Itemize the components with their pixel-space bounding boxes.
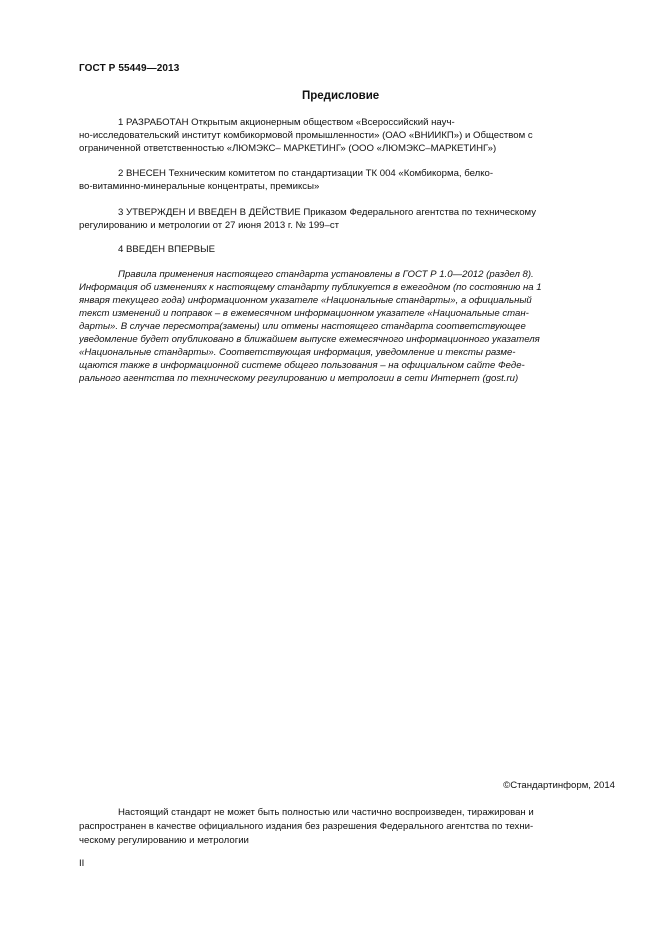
rules-notice-line-7: «Национальные стандарты». Соответствующая информация, уведомление и тексты разме- <box>79 347 516 358</box>
foreword-item-1-line-3: ограниченной ответственностью «ЛЮМЭКС– МАРКЕТИНГ» (ООО «ЛЮМЭКС–МАРКЕТИНГ») <box>79 143 497 154</box>
foreword-item-2 <box>79 167 615 193</box>
reproduction-notice-line-2: распространен в качестве официального издания без разрешения Федерального агентства по техни- <box>79 821 534 832</box>
foreword-item-2-line-2: во-витаминно-минеральные концентраты, премиксы» <box>79 181 320 192</box>
rules-notice-line-1: Правила применения настоящего стандарта установлены в ГОСТ Р 1.0—2012 (раздел 8). <box>118 269 534 280</box>
reproduction-notice-line-3: ческому регулированию и метрологии <box>79 835 249 846</box>
rules-notice-line-2: Информация об изменениях к настоящему стандарту публикуется в ежегодном (по состоянию на 1 <box>79 282 542 293</box>
rules-notice-line-3: января текущего года) информационном указателе «Национальные стандарты», а официальный <box>79 295 532 306</box>
rules-notice-line-6: уведомление будет опубликовано в ближайшем выпуске ежемесячного информационного указателя <box>79 334 540 345</box>
rules-notice-line-4: текст изменений и поправок – в ежемесячном информационном указателе «Национальные стан- <box>79 308 529 319</box>
rules-notice-line-5: дарты». В случае пересмотра(замены) или отмены настоящего стандарта соответствующее <box>79 321 526 332</box>
page-title: Предисловие <box>302 90 380 102</box>
reproduction-notice-line-1: Настоящий стандарт не может быть полностью или частично воспроизведен, тиражирован и <box>118 807 534 818</box>
foreword-item-2-line-1: 2 ВНЕСЕН Техническим комитетом по стандартизации ТК 004 «Комбикорма, белко- <box>118 168 494 179</box>
reproduction-notice <box>79 806 615 848</box>
foreword-item-1-line-1: 1 РАЗРАБОТАН Открытым акционерным обществом «Всероссийский науч- <box>118 117 455 128</box>
foreword-item-4-line-1: 4 ВВЕДЕН ВПЕРВЫЕ <box>118 244 216 255</box>
standard-header: ГОСТ Р 55449—2013 <box>79 63 180 74</box>
rules-notice-line-9: рального агентства по техническому регулированию и метрологии в сети Интернет (gost.ru) <box>79 373 519 384</box>
rules-notice <box>79 268 615 385</box>
copyright-line: ©Стандартинформ, 2014 <box>503 780 615 791</box>
foreword-item-4 <box>79 243 615 256</box>
foreword-item-3-line-1: 3 УТВЕРЖДЕН И ВВЕДЕН В ДЕЙСТВИЕ Приказом Федерального агентства по техническому <box>118 207 537 218</box>
foreword-item-3-line-2: регулированию и метрологии от 27 июня 2013 г. № 199–ст <box>79 220 340 231</box>
foreword-item-1 <box>79 116 615 155</box>
page-number: II <box>79 858 85 869</box>
rules-notice-line-8: щаются также в информационной системе общего пользования – на официальном сайте Феде- <box>79 360 525 371</box>
foreword-item-1-line-2: но-исследовательский институт комбикормовой промышленности» (ОАО «ВНИИКП») и Обществом с <box>79 130 533 141</box>
foreword-item-3 <box>79 206 615 232</box>
